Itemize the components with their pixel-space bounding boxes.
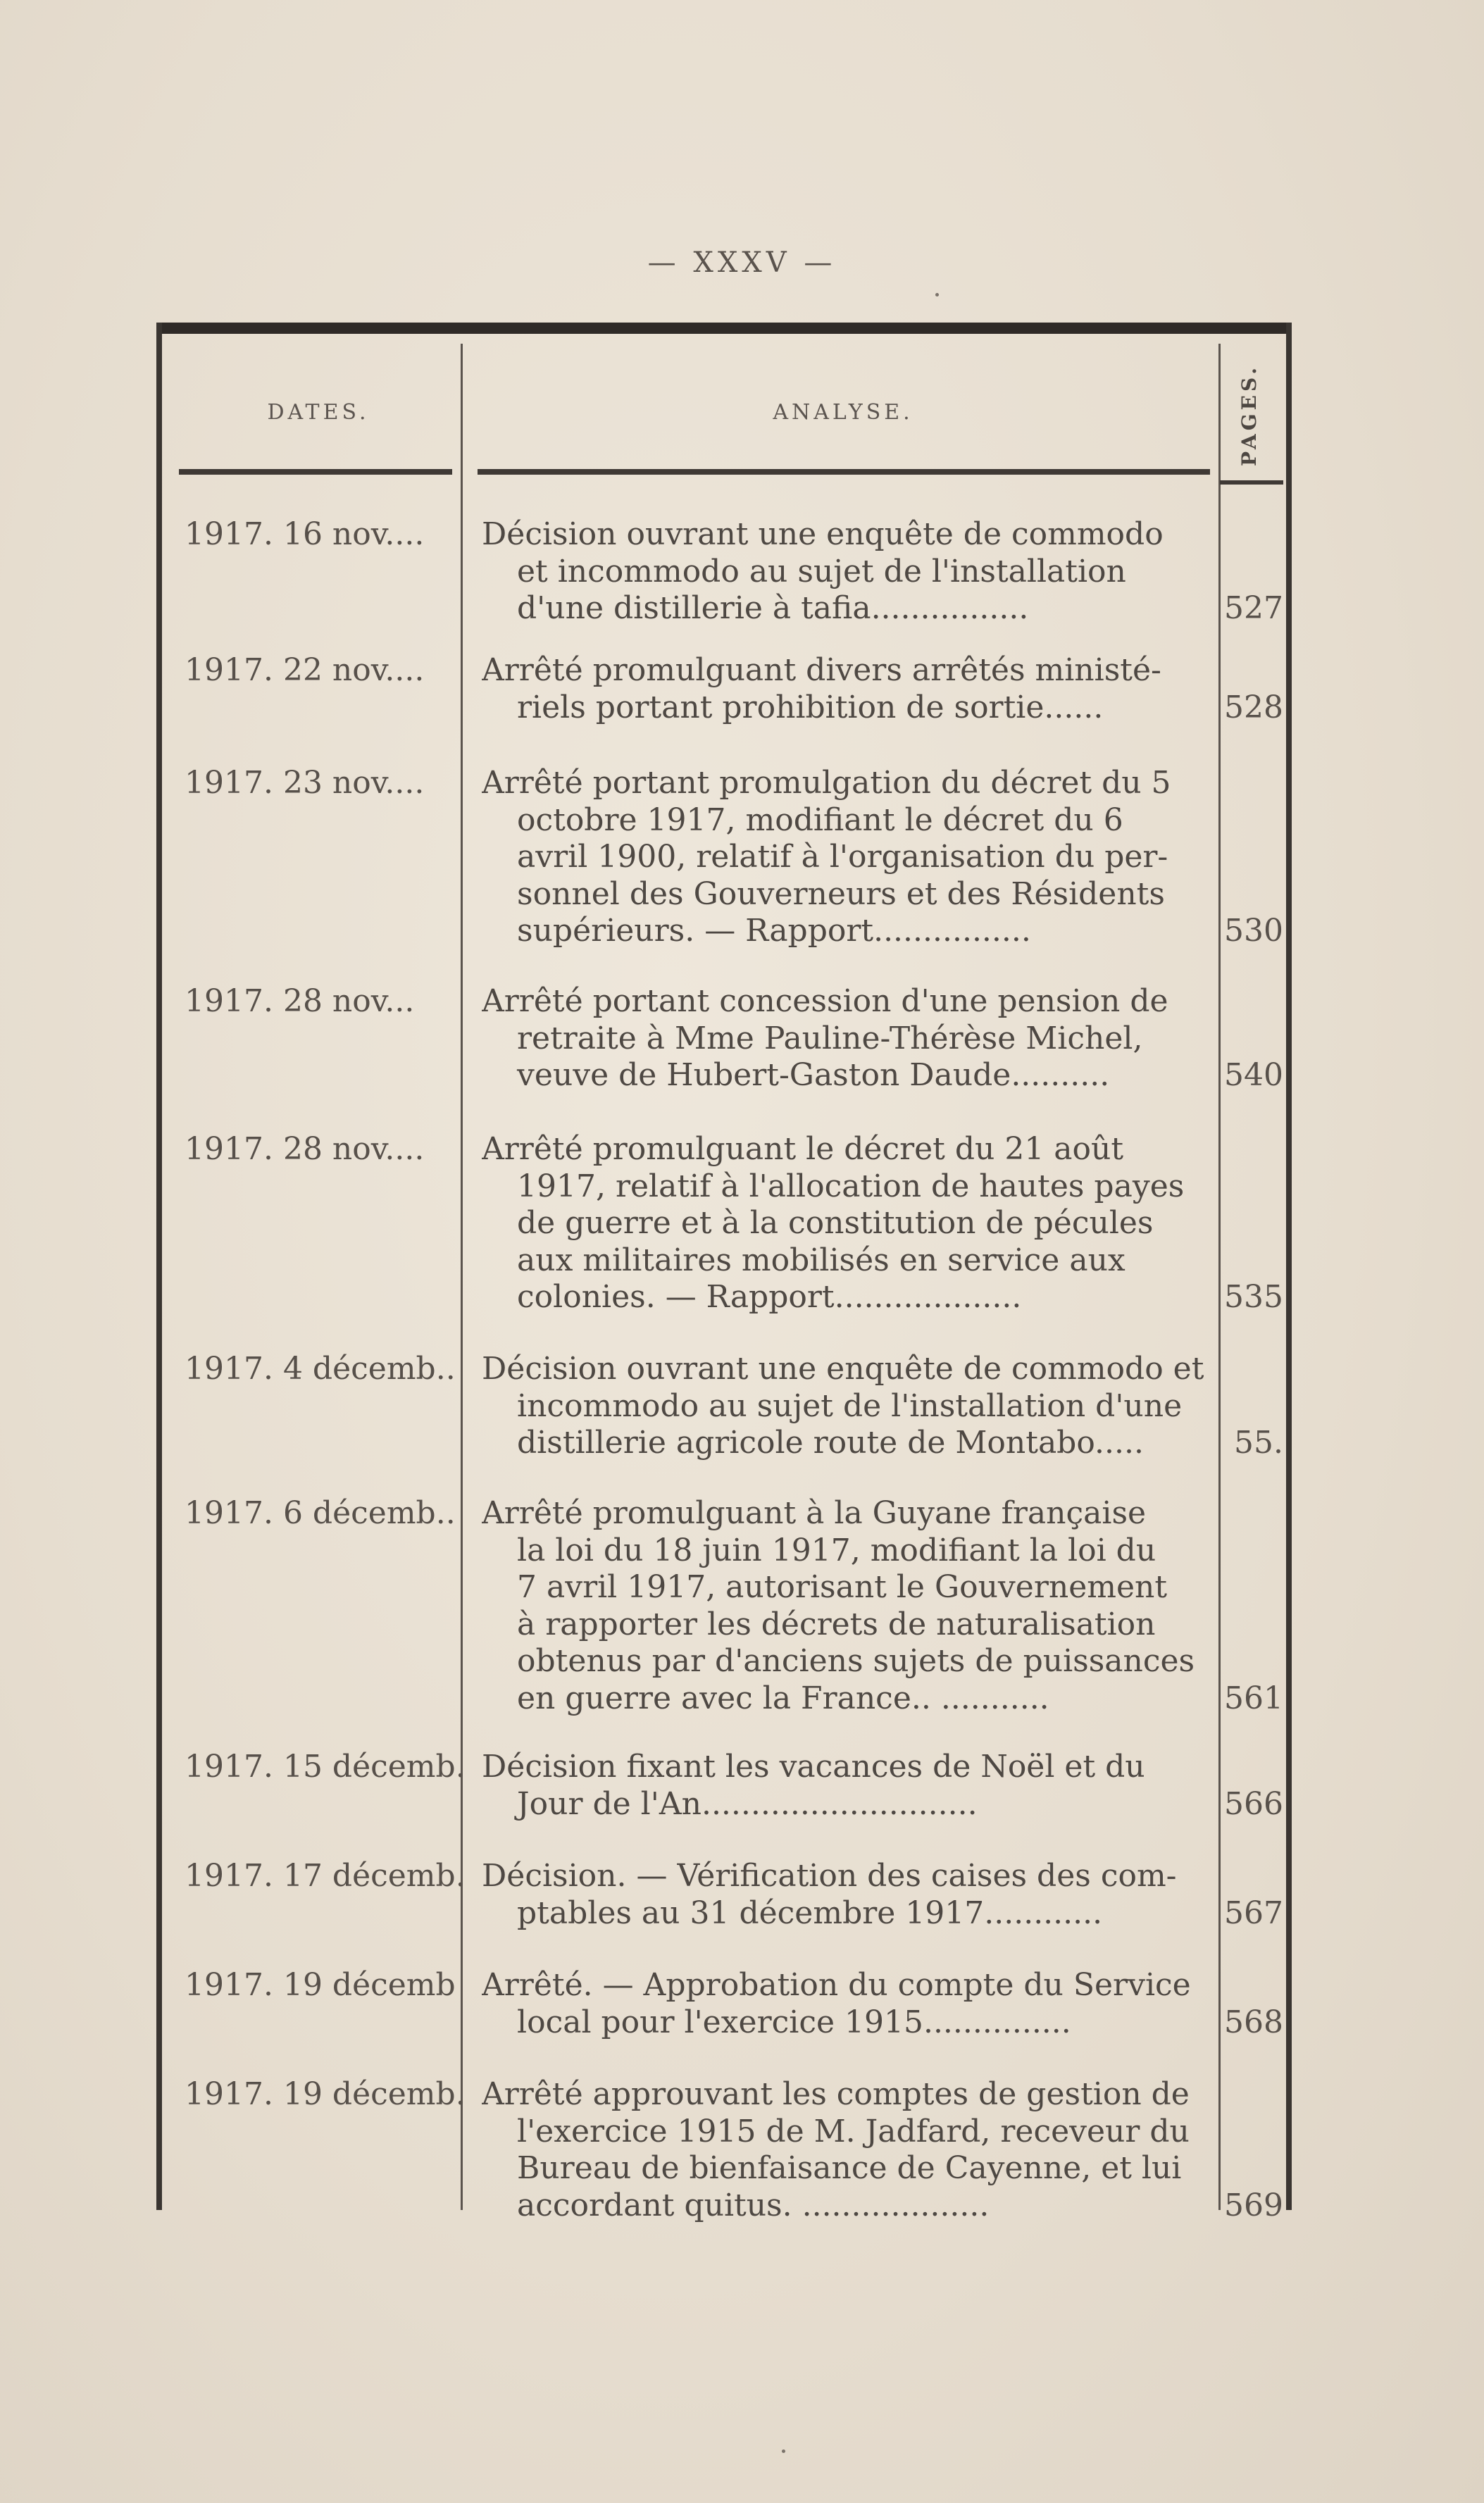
analysis-line: riels portant prohibition de sortie...... <box>517 689 1104 725</box>
entry-analysis <box>482 516 1214 628</box>
entry-date: 1917. 19 décemb <box>185 1967 456 2003</box>
entry-analysis <box>482 1351 1214 1462</box>
analysis-line: et incommodo au sujet de l'installation <box>517 553 1126 589</box>
entry-analysis <box>482 652 1214 726</box>
paper-speck <box>782 2449 785 2453</box>
analysis-line: la loi du 18 juin 1917, modifiant la loi du <box>517 1532 1156 1568</box>
analysis-line: à rapporter les décrets de naturalisation <box>517 1606 1156 1642</box>
analysis-line: l'exercice 1915 de M. Jadfard, receveur du <box>517 2113 1190 2149</box>
entry-page: 530 <box>1224 913 1283 949</box>
entry-analysis <box>482 1858 1214 1932</box>
analysis-line: en guerre avec la France.. ........... <box>517 1680 1049 1716</box>
analysis-line: aux militaires mobilisés en service aux <box>517 1242 1126 1278</box>
entry-date: 1917. 28 nov.... <box>185 1131 425 1167</box>
entry-date: 1917. 17 décemb. <box>185 1858 466 1894</box>
analysis-line: Arrêté promulguant à la Guyane française <box>482 1495 1147 1531</box>
analysis-line: de guerre et à la constitution de pécules <box>517 1205 1154 1241</box>
entry-date: 1917. 15 décemb. <box>185 1749 466 1785</box>
analysis-line: Décision fixant les vacances de Noël et du <box>482 1749 1145 1785</box>
analysis-line: Décision ouvrant une enquête de commodo et <box>482 1351 1204 1387</box>
entry-page: 527 <box>1224 590 1283 626</box>
entry-analysis <box>482 2076 1214 2224</box>
entry-page: 561 <box>1224 1680 1283 1716</box>
entry-analysis <box>482 765 1214 950</box>
analyse-header-rule <box>478 469 1210 475</box>
analysis-line: ptables au 31 décembre 1917............ <box>517 1895 1103 1931</box>
analysis-line: Arrêté portant concession d'une pension de <box>482 983 1168 1019</box>
entry-page: 55. <box>1234 1425 1283 1461</box>
entry-date: 1917. 6 décemb.. <box>185 1495 456 1531</box>
table-top-rule <box>156 323 1292 334</box>
analysis-line: incommodo au sujet de l'installation d'une <box>517 1387 1183 1424</box>
entry-analysis <box>482 1131 1214 1316</box>
entry-date: 1917. 28 nov... <box>185 983 415 1019</box>
analysis-line: Décision. — Vérification des caises des com- <box>482 1858 1177 1894</box>
analysis-line: Arrêté. — Approbation du compte du Service <box>482 1967 1191 2003</box>
pages-header: PAGES. <box>1237 363 1261 466</box>
entry-page: 568 <box>1224 2004 1283 2040</box>
entry-analysis <box>482 1495 1214 1717</box>
dates-header: DATES. <box>267 400 370 425</box>
dates-header-rule <box>179 469 452 475</box>
analyse-header: ANALYSE. <box>773 400 914 425</box>
entry-date: 1917. 23 nov.... <box>185 765 425 801</box>
table-right-rule <box>1286 323 1292 2210</box>
analysis-line: veuve de Hubert-Gaston Daude.......... <box>517 1057 1110 1093</box>
paper-speck <box>935 293 939 297</box>
analysis-line: avril 1900, relatif à l'organisation du per- <box>517 839 1168 875</box>
entry-analysis <box>482 983 1214 1094</box>
table-left-rule <box>156 323 162 2210</box>
analysis-line: colonies. — Rapport................... <box>517 1279 1022 1315</box>
analysis-line: Bureau de bienfaisance de Cayenne, et lui <box>517 2150 1182 2186</box>
entry-page: 569 <box>1224 2187 1283 2223</box>
analysis-line: octobre 1917, modifiant le décret du 6 <box>517 801 1123 838</box>
analysis-line: supérieurs. — Rapport................ <box>517 913 1031 949</box>
analysis-line: Arrêté promulguant divers arrêtés ministé- <box>482 652 1161 688</box>
entry-date: 1917. 16 nov.... <box>185 516 425 552</box>
entry-date: 1917. 4 décemb.. <box>185 1351 456 1387</box>
analysis-line: 1917, relatif à l'allocation de hautes payes <box>517 1168 1185 1204</box>
analysis-line: d'une distillerie à tafia................ <box>517 590 1029 626</box>
entry-analysis <box>482 1967 1214 2041</box>
index-table <box>156 323 1292 2223</box>
analysis-line: Arrêté promulguant le décret du 21 août <box>482 1131 1124 1167</box>
entry-page: 535 <box>1224 1279 1283 1315</box>
analysis-line: Arrêté approuvant les comptes de gestion de <box>482 2076 1190 2112</box>
analysis-line: retraite à Mme Pauline-Thérèse Michel, <box>517 1020 1143 1056</box>
entry-date: 1917. 19 décemb. <box>185 2076 466 2112</box>
entry-page: 528 <box>1224 689 1283 725</box>
entry-date: 1917. 22 nov.... <box>185 652 425 688</box>
analysis-line: 7 avril 1917, autorisant le Gouvernement <box>517 1569 1168 1605</box>
entry-page: 567 <box>1224 1895 1283 1931</box>
pages-header-cell <box>1221 349 1276 480</box>
page-number: — XXXV — <box>647 246 837 279</box>
pages-column-separator <box>1218 344 1221 2210</box>
analysis-line: local pour l'exercice 1915............... <box>517 2004 1071 2040</box>
analysis-line: sonnel des Gouverneurs et des Résidents <box>517 875 1165 912</box>
entry-page: 540 <box>1224 1057 1283 1093</box>
analysis-line: obtenus par d'anciens sujets de puissances <box>517 1643 1195 1679</box>
analysis-line: accordant quitus. ................... <box>517 2187 990 2223</box>
entry-analysis <box>482 1749 1214 1823</box>
pages-header-rule <box>1220 480 1283 485</box>
analysis-line: Jour de l'An............................ <box>517 1785 978 1822</box>
dates-column-separator <box>461 344 463 2210</box>
analysis-line: distillerie agricole route de Montabo..... <box>517 1425 1144 1461</box>
analysis-line: Décision ouvrant une enquête de commodo <box>482 516 1164 552</box>
entry-page: 566 <box>1224 1785 1283 1822</box>
analysis-line: Arrêté portant promulgation du décret du 5 <box>482 765 1171 801</box>
